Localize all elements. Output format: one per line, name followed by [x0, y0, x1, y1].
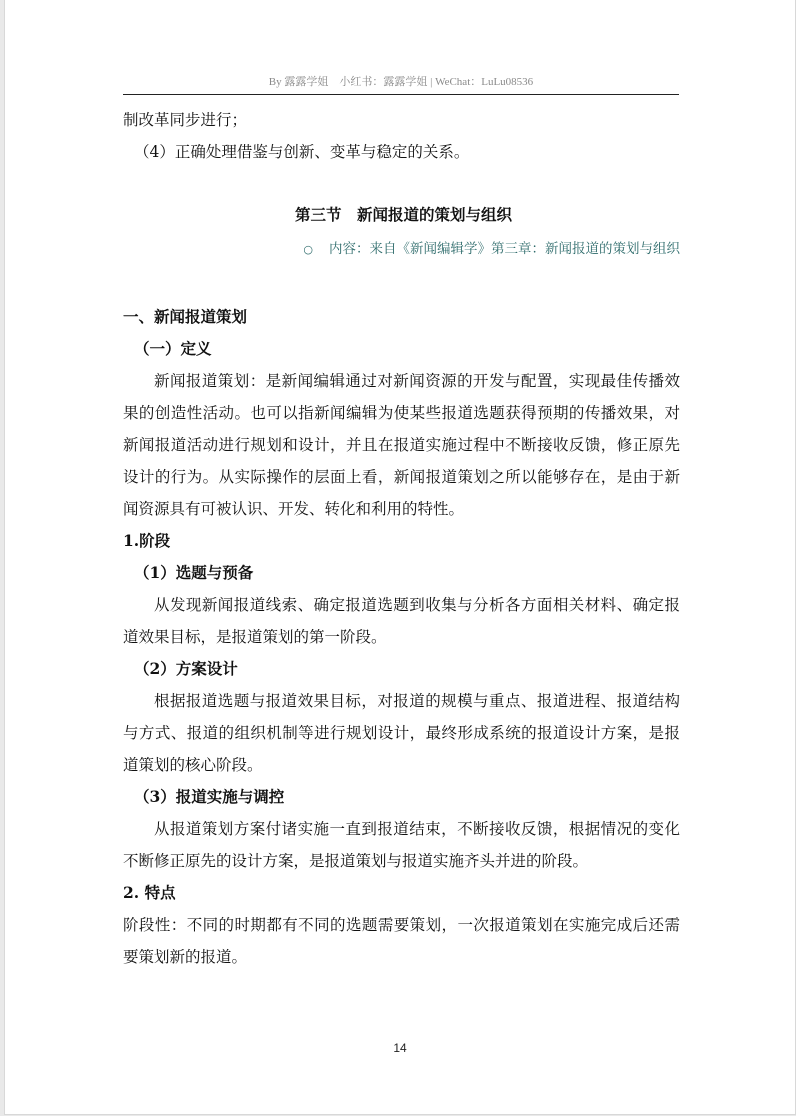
source-text: 内容：来自《新闻编辑学》第三章：新闻报道的策划与组织	[329, 241, 680, 257]
definition-paragraph: 新闻报道策划：是新闻编辑通过对新闻资源的开发与配置，实现最佳传播效果的创造性活动。也可以指新闻编辑为使某些报道选题获得预期的传播效果，对新闻报道活动进行规划和设计，并且在报道实施过程中不断接收反馈，修正原先设计的行为。从实际操作的层面上看，新闻报道策划之所以能够存在，是由于新闻资源具有可被认识、开发、转化和利用的特性。	[123, 372, 680, 518]
features-paragraph: 阶段性：不同的时期都有不同的选题需要策划，一次报道策划在实施完成后还需要策划新的报道。	[123, 916, 680, 966]
heading-level-1: 一、新闻报道策划	[123, 307, 248, 326]
stage-title: （2）方案设计	[134, 659, 238, 678]
circle-bullet-icon: ○	[303, 243, 313, 256]
page-content	[123, 104, 680, 973]
list-item: （4）正确处理借鉴与创新、变革与稳定的关系。	[134, 143, 470, 161]
subheading-definition: （一）定义	[134, 339, 212, 358]
page-header: By 露露学姐 小红书：露露学姐 | WeChat：LuLu08536	[123, 73, 679, 95]
stage-heading: 1.阶段	[123, 531, 171, 550]
continued-line: 制改革同步进行；	[123, 111, 248, 129]
section-title: 第三节 新闻报道的策划与组织	[294, 205, 512, 224]
stage-paragraph: 根据报道选题与报道效果目标，对报道的规模与重点、报道进程、报道结构与方式、报道的组织机制等进行规划设计，最终形成系统的报道设计方案，是报道策划的核心阶段。	[123, 692, 680, 774]
stage-title: （1）选题与预备	[134, 563, 254, 582]
page-number: 14	[393, 1041, 407, 1055]
document-page	[4, 0, 796, 1115]
features-heading: 2. 特点	[123, 883, 176, 902]
stage-paragraph: 从报道策划方案付诸实施一直到报道结束，不断接收反馈，根据情况的变化不断修正原先的设计方案，是报道策划与报道实施齐头并进的阶段。	[123, 820, 680, 870]
source-note	[123, 235, 680, 264]
stage-paragraph: 从发现新闻报道线索、确定报道选题到收集与分析各方面相关材料、确定报道效果目标，是报道策划的第一阶段。	[123, 596, 680, 646]
stage-title: （3）报道实施与调控	[134, 787, 285, 806]
